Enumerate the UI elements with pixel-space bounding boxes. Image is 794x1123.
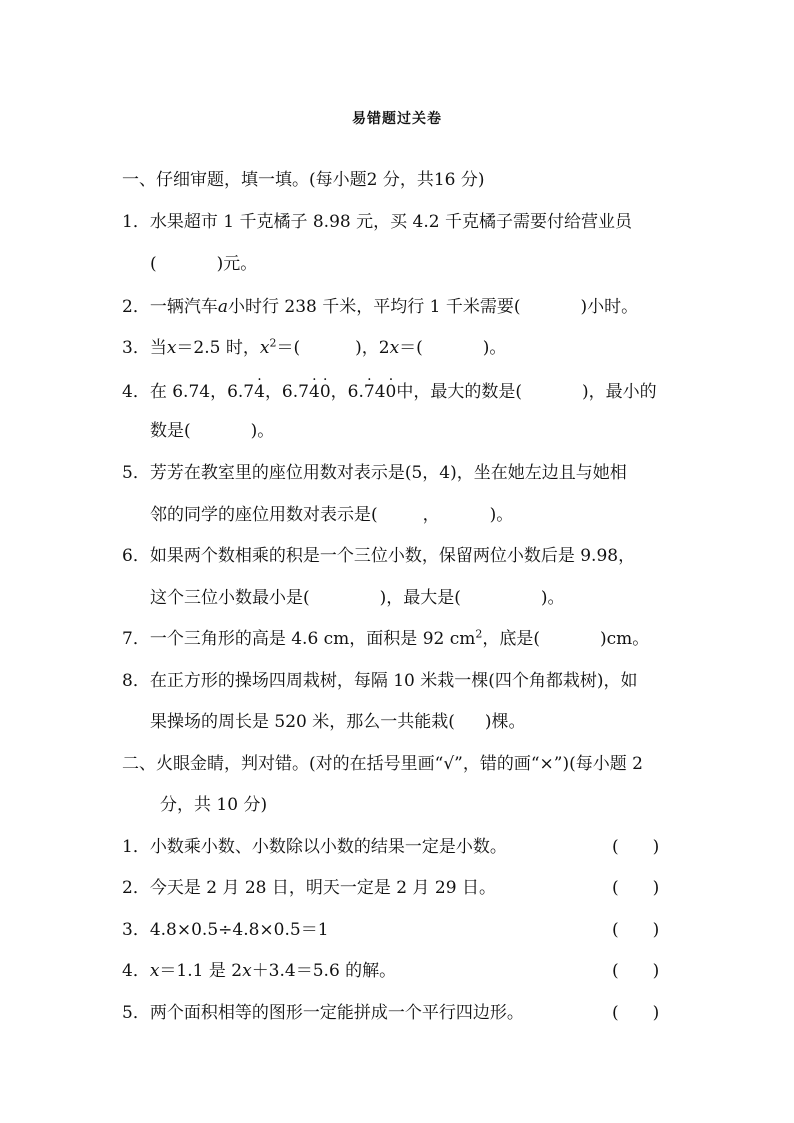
- question-6-line-2: [150, 588, 565, 608]
- q3-variable: x: [166, 338, 177, 358]
- q4-text-g: )。: [250, 421, 275, 441]
- q2-text-a: 2．一辆汽车: [122, 297, 218, 317]
- q3-text-d: )，2: [355, 338, 390, 358]
- q1-close-text: )元。: [216, 254, 258, 274]
- answer-parentheses[interactable]: ( ): [612, 920, 660, 940]
- question-4-line-2: [150, 421, 274, 441]
- q4-text-e: )，最小的: [582, 382, 657, 402]
- q5-text-d: )。: [489, 505, 514, 525]
- section-1-heading: 一、仔细审题，填一填。(每小题2 分，共16 分): [122, 170, 485, 190]
- q3-text-c: ＝(: [276, 338, 301, 358]
- q4-text-a: 4．在 6.74，6.7: [122, 382, 255, 402]
- q5-text-b: 邻的同学的座位用数对表示是(: [150, 505, 378, 525]
- q8-text-c: )棵。: [484, 712, 526, 732]
- statement-1: 1．小数乘小数、小数除以小数的结果一定是小数。: [122, 837, 507, 857]
- q3-exponent: 2: [269, 336, 277, 350]
- q3-variable-2: x: [259, 338, 270, 358]
- q1-open-paren: (: [150, 254, 157, 274]
- repeating-digit: · 4: [254, 382, 265, 402]
- question-3: [122, 338, 506, 358]
- q7-text-a: 7．一个三角形的高是 4.6 cm，面积是 92 cm: [122, 629, 476, 649]
- digit: 4: [374, 382, 386, 402]
- s4-text-b: ＋3.4＝5.6 的解。: [251, 961, 397, 981]
- q7-text-c: )cm。: [600, 629, 650, 649]
- question-5-line-2: [150, 505, 513, 525]
- s4-variable-2: x: [242, 961, 252, 981]
- q3-text-a: 3．当: [122, 338, 167, 358]
- q3-text-e: ＝(: [399, 338, 423, 358]
- q4-text-c: ，6.: [330, 382, 364, 402]
- q8-text-b: 果操场的周长是 520 米，那么一共能栽(: [150, 712, 455, 732]
- q4-text-f: 数是(: [150, 421, 191, 441]
- question-8-line-2: [150, 712, 526, 732]
- q7-exponent: 2: [475, 627, 483, 641]
- question-7: [122, 629, 649, 649]
- answer-parentheses[interactable]: ( ): [612, 878, 660, 898]
- s4-number: 4．: [122, 961, 150, 981]
- q2-text-b: 小时行 238 千米，平均行 1 千米需要(: [227, 297, 521, 317]
- question-1-line-1: 1．水果超市 1 千克橘子 8.98 元，买 4.2 千克橘子需要付给营业员: [122, 212, 632, 232]
- section-2-heading-line-1: 二、火眼金睛，判对错。(对的在括号里画“√”，错的画“×”)(每小题 2: [122, 754, 643, 774]
- s4-text-a: ＝1.1 是 2: [159, 961, 243, 981]
- question-6-line-1: 6．如果两个数相乘的积是一个三位小数，保留两位小数后是 9.98，: [122, 546, 636, 566]
- question-5-line-1: 5．芳芳在教室里的座位用数对表示是(5，4)，坐在她左边且与她相: [122, 463, 627, 483]
- answer-parentheses[interactable]: ( ): [612, 1003, 660, 1023]
- question-4-line-1: [122, 382, 657, 402]
- q5-text-c: ，: [422, 505, 440, 525]
- question-8-line-1: 8．在正方形的操场四周栽树，每隔 10 米栽一棵(四个角都栽树)，如: [122, 671, 638, 691]
- q6-text-b: 这个三位小数最小是(: [150, 588, 310, 608]
- page-title: 易错题过关卷: [352, 111, 442, 127]
- q3-text-b: ＝2.5 时，: [176, 338, 260, 358]
- statement-4: [122, 961, 396, 981]
- q7-text-b: ，底是(: [482, 629, 541, 649]
- q2-text-c: )小时。: [580, 297, 639, 317]
- q4-text-d: 中，最大的数是(: [396, 382, 522, 402]
- s4-variable: x: [149, 961, 160, 981]
- repeating-digit: · 7: [364, 382, 375, 402]
- answer-parentheses[interactable]: ( ): [612, 837, 660, 857]
- question-2: [122, 297, 638, 317]
- statement-3: 3．4.8×0.5÷4.8×0.5＝1: [122, 920, 329, 940]
- answer-parentheses[interactable]: ( ): [612, 961, 660, 981]
- q2-variable: a: [217, 297, 228, 317]
- repeating-digit: · 0: [386, 382, 397, 402]
- q6-text-c: )，最大是(: [379, 588, 461, 608]
- repeating-digit: · 4: [309, 382, 320, 402]
- question-1-line-2: [150, 254, 257, 274]
- q6-text-d: )。: [540, 588, 565, 608]
- repeating-digit: · 0: [320, 382, 331, 402]
- statement-5: 5．两个面积相等的图形一定能拼成一个平行四边形。: [122, 1003, 524, 1023]
- section-2-heading-line-2: 分，共 10 分): [160, 795, 268, 815]
- q3-text-f: )。: [482, 338, 507, 358]
- statement-2: 2．今天是 2 月 28 日，明天一定是 2 月 29 日。: [122, 878, 496, 898]
- q4-text-b: ，6.7: [264, 382, 309, 402]
- q3-variable-3: x: [389, 338, 400, 358]
